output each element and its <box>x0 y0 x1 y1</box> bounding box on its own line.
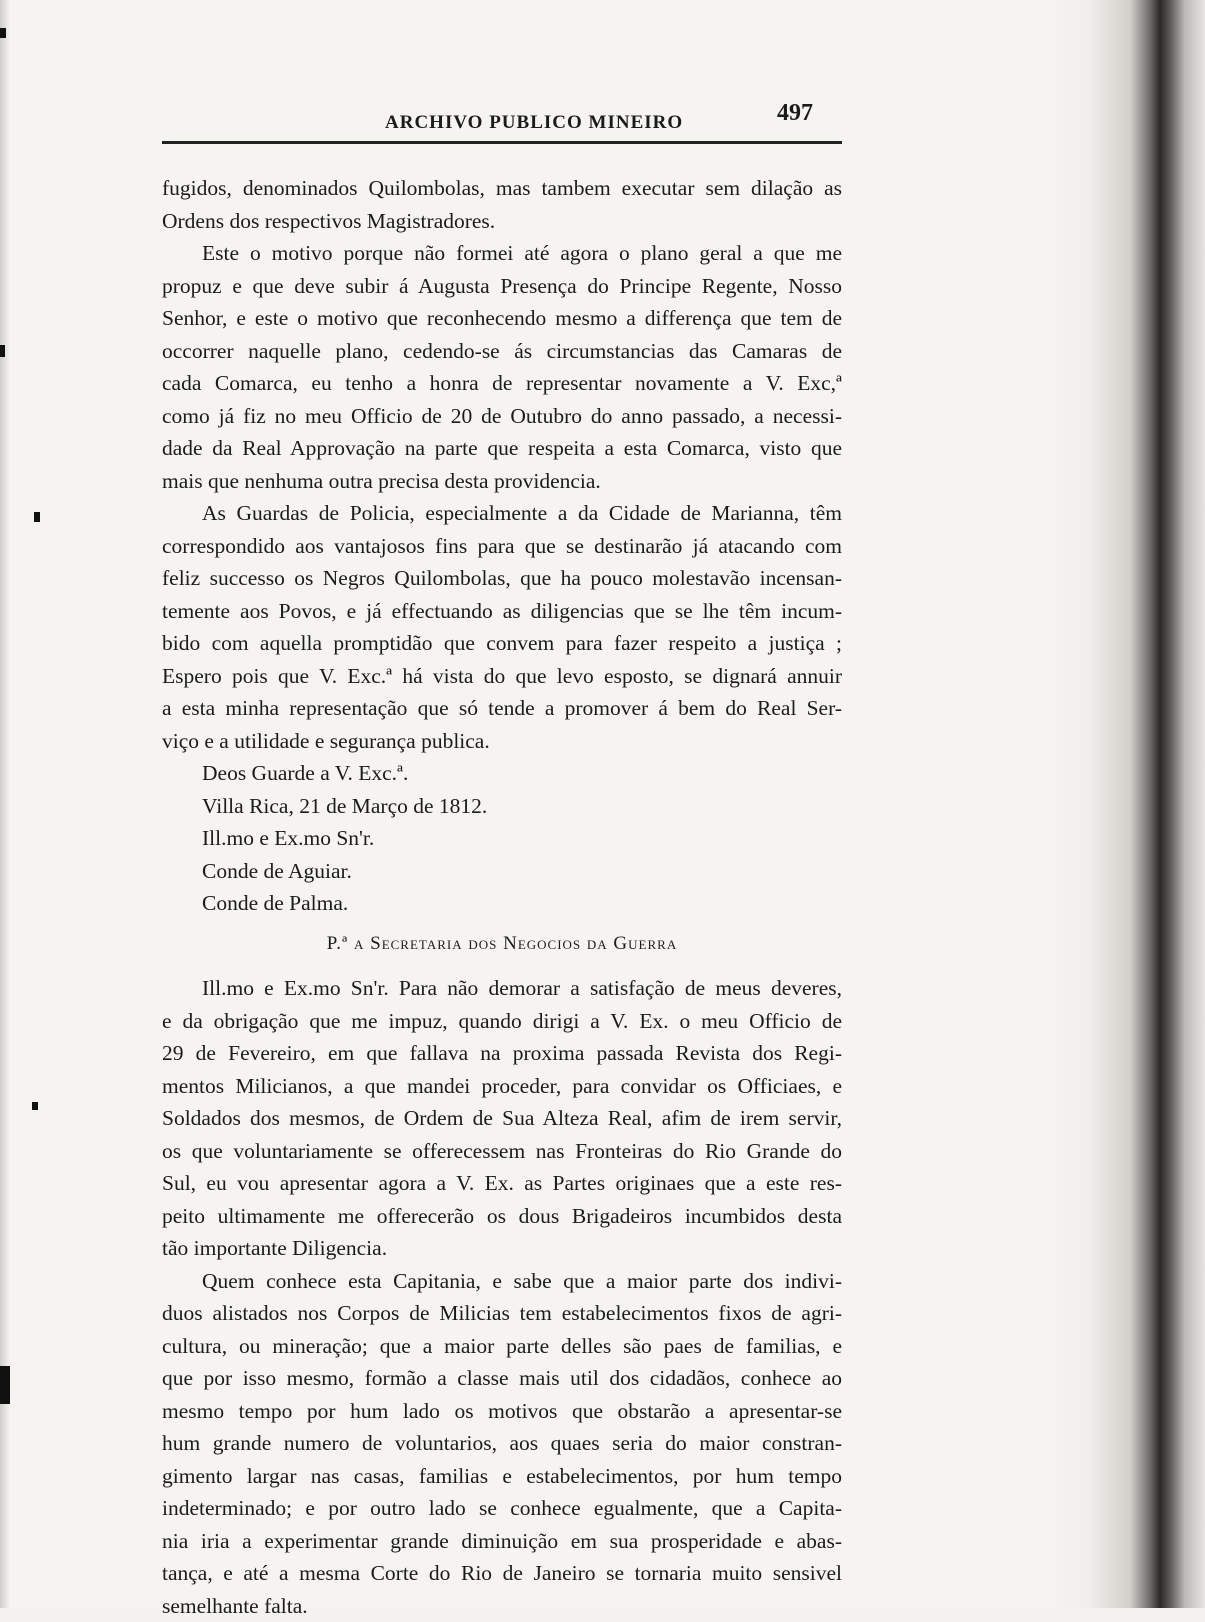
text-line: correspondido aos vantajosos fins para que se destinarão já atacando com <box>162 530 842 563</box>
text-line: como já fiz no meu Officio de 20 de Outubro do anno passado, a necessi- <box>162 400 842 433</box>
page-header <box>162 100 842 144</box>
text-line: semelhante falta. <box>162 1590 842 1622</box>
text-line: e da obrigação que me impuz, quando dirigi a V. Ex. o meu Officio de <box>162 1005 842 1038</box>
closing-line: Conde de Palma. <box>162 887 842 920</box>
text-line: Senhor, e este o motivo que reconhecendo mesmo a differença que tem de <box>162 302 842 335</box>
text-line: a esta minha representação que só tende a promover á bem do Real Ser- <box>162 692 842 725</box>
text-line: indeterminado; e por outro lado se conhece egualmente, que a Capita- <box>162 1492 842 1525</box>
section-heading: P.ª a Secretaria dos Negocios da Guerra <box>162 928 842 961</box>
scan-speck <box>0 1366 10 1404</box>
closing-line: Conde de Aguiar. <box>162 855 842 888</box>
scan-speck <box>0 345 5 357</box>
text-line: Ill.mo e Ex.mo Sn'r. Para não demorar a satisfação de meus deveres, <box>162 972 842 1005</box>
scan-speck <box>32 1102 38 1110</box>
text-line: feliz successo os Negros Quilombolas, que ha pouco molestavão incensan- <box>162 562 842 595</box>
closing-line: Ill.mo e Ex.mo Sn'r. <box>162 822 842 855</box>
text-line: mais que nenhuma outra precisa desta providencia. <box>162 465 842 498</box>
text-line: Ordens dos respectivos Magistradores. <box>162 205 842 238</box>
text-line: mentos Milicianos, a que mandei proceder, para convidar os Officiaes, e <box>162 1070 842 1103</box>
text-line: Espero pois que V. Exc.ª há vista do que levo esposto, se dignará annuir <box>162 660 842 693</box>
text-line: tão importante Diligencia. <box>162 1232 842 1265</box>
header-rule <box>162 141 842 144</box>
closing-line: Deos Guarde a V. Exc.ª. <box>162 757 842 790</box>
text-line: viço e a utilidade e segurança publica. <box>162 725 842 758</box>
text-line: gimento largar nas casas, familias e estabelecimentos, por hum tempo <box>162 1460 842 1493</box>
text-line: os que voluntariamente se offerecessem nas Fronteiras do Rio Grande do <box>162 1135 842 1168</box>
text-line: 29 de Fevereiro, em que fallava na proxima passada Revista dos Regi- <box>162 1037 842 1070</box>
text-line: Este o motivo porque não formei até agora o plano geral a que me <box>162 237 842 270</box>
text-line: dade da Real Approvação na parte que respeita a esta Comarca, visto que <box>162 432 842 465</box>
text-line: mesmo tempo por hum lado os motivos que obstarão a apresentar-se <box>162 1395 842 1428</box>
text-line: occorrer naquelle plano, cedendo-se ás circumstancias das Camaras de <box>162 335 842 368</box>
text-line: temente aos Povos, e já effectuando as diligencias que se lhe têm incum- <box>162 595 842 628</box>
running-title: ARCHIVO PUBLICO MINEIRO <box>385 112 683 134</box>
text-line: cultura, ou mineração; que a maior parte delles são paes de familias, e <box>162 1330 842 1363</box>
scan-speck <box>34 512 40 522</box>
text-line: hum grande numero de voluntarios, aos quaes seria do maior constran- <box>162 1427 842 1460</box>
text-line: tança, e até a mesma Corte do Rio de Janeiro se tornaria muito sensivel <box>162 1557 842 1590</box>
scan-speck <box>0 28 6 38</box>
text-line: nia iria a experimentar grande diminuição em sua prosperidade e abas- <box>162 1525 842 1558</box>
text-line: que por isso mesmo, formão a classe mais util dos cidadãos, conhece ao <box>162 1362 842 1395</box>
text-line: Soldados dos mesmos, de Ordem de Sua Alteza Real, afim de irem servir, <box>162 1102 842 1135</box>
text-line: propuz e que deve subir á Augusta Presença do Principe Regente, Nosso <box>162 270 842 303</box>
page-number: 497 <box>777 100 813 127</box>
text-line: fugidos, denominados Quilombolas, mas tambem executar sem dilação as <box>162 172 842 205</box>
text-line: Sul, eu vou apresentar agora a V. Ex. as Partes originaes que a este res- <box>162 1167 842 1200</box>
body-text <box>162 172 842 1622</box>
text-line: As Guardas de Policia, especialmente a da Cidade de Marianna, têm <box>162 497 842 530</box>
book-spine-shadow <box>1045 0 1205 1608</box>
text-line: bido com aquella promptidão que convem para fazer respeito a justiça ; <box>162 627 842 660</box>
text-line: peito ultimamente me offerecerão os dous Brigadeiros incumbidos desta <box>162 1200 842 1233</box>
text-line: cada Comarca, eu tenho a honra de representar novamente a V. Exc,ª <box>162 367 842 400</box>
text-line: duos alistados nos Corpos de Milicias tem estabelecimentos fixos de agri- <box>162 1297 842 1330</box>
closing-line: Villa Rica, 21 de Março de 1812. <box>162 790 842 823</box>
text-line: Quem conhece esta Capitania, e sabe que a maior parte dos indivi- <box>162 1265 842 1298</box>
